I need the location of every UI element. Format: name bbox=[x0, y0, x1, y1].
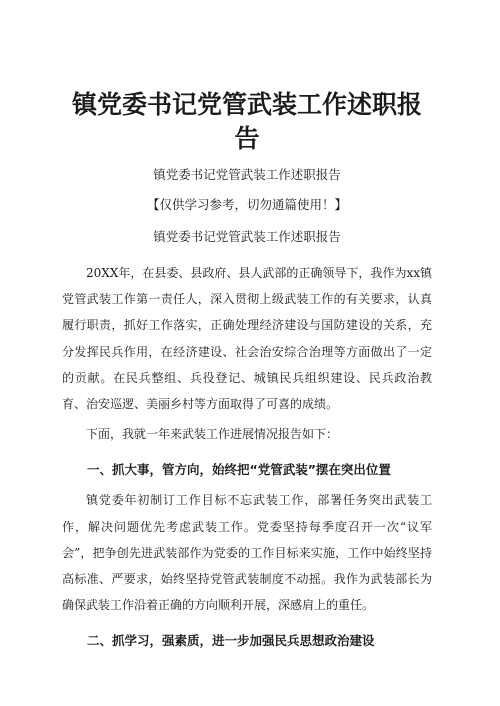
section-heading-1: 一、抓大事，管方向，始终把“党管武装”摆在突出位置 bbox=[87, 462, 391, 478]
usage-notice: 【仅供学习参考，切勿通篇使用！】 bbox=[146, 197, 347, 212]
document-subtitle-repeat: 镇党委书记党管武装工作述职报告 bbox=[153, 229, 341, 244]
document-title: 镇党委书记党管武装工作述职报告 bbox=[71, 90, 422, 153]
intro-paragraph: 20XX年，在县委、县政府、县人武部的正确领导下，我作为xx镇党管武装工作第一责任人，深入贯彻上级武装工作的有关要求，认真履行职责，抓好工作落实，正确处理经济建设与国防建设的关系，充分发挥民兵作用，在经济建设、社会治安综合治理等方面做出了一定的贡献。在民兵整组、兵役登记、城镇民兵组织建设、民兵政治教育、治安巡逻、美丽乡村等方面取得了可喜的成绩。 bbox=[62, 266, 432, 412]
document-subtitle: 镇党委书记党管武装工作述职报告 bbox=[153, 167, 341, 182]
section-paragraph-1: 镇党委年初制订工作目标不忘武装工作，部署任务突出武装工作，解决问题优先考虑武装工作。党委坚持每季度召开一次“议军会”，把争创先进武装部作为党委的工作目标来实施，工作中始终坚持高标准、严要求，始终坚持党管武装制度不动摇。我作为武装部长为确保武装工作沿着正确的方向顺利开展，深感肩上的重任。 bbox=[62, 493, 432, 613]
section-heading-2: 二、抓学习，强素质，进一步加强民兵思想政治建设 bbox=[87, 633, 375, 649]
report-lead-paragraph: 下面，我就一年来武装工作进展情况报告如下： bbox=[86, 427, 339, 442]
